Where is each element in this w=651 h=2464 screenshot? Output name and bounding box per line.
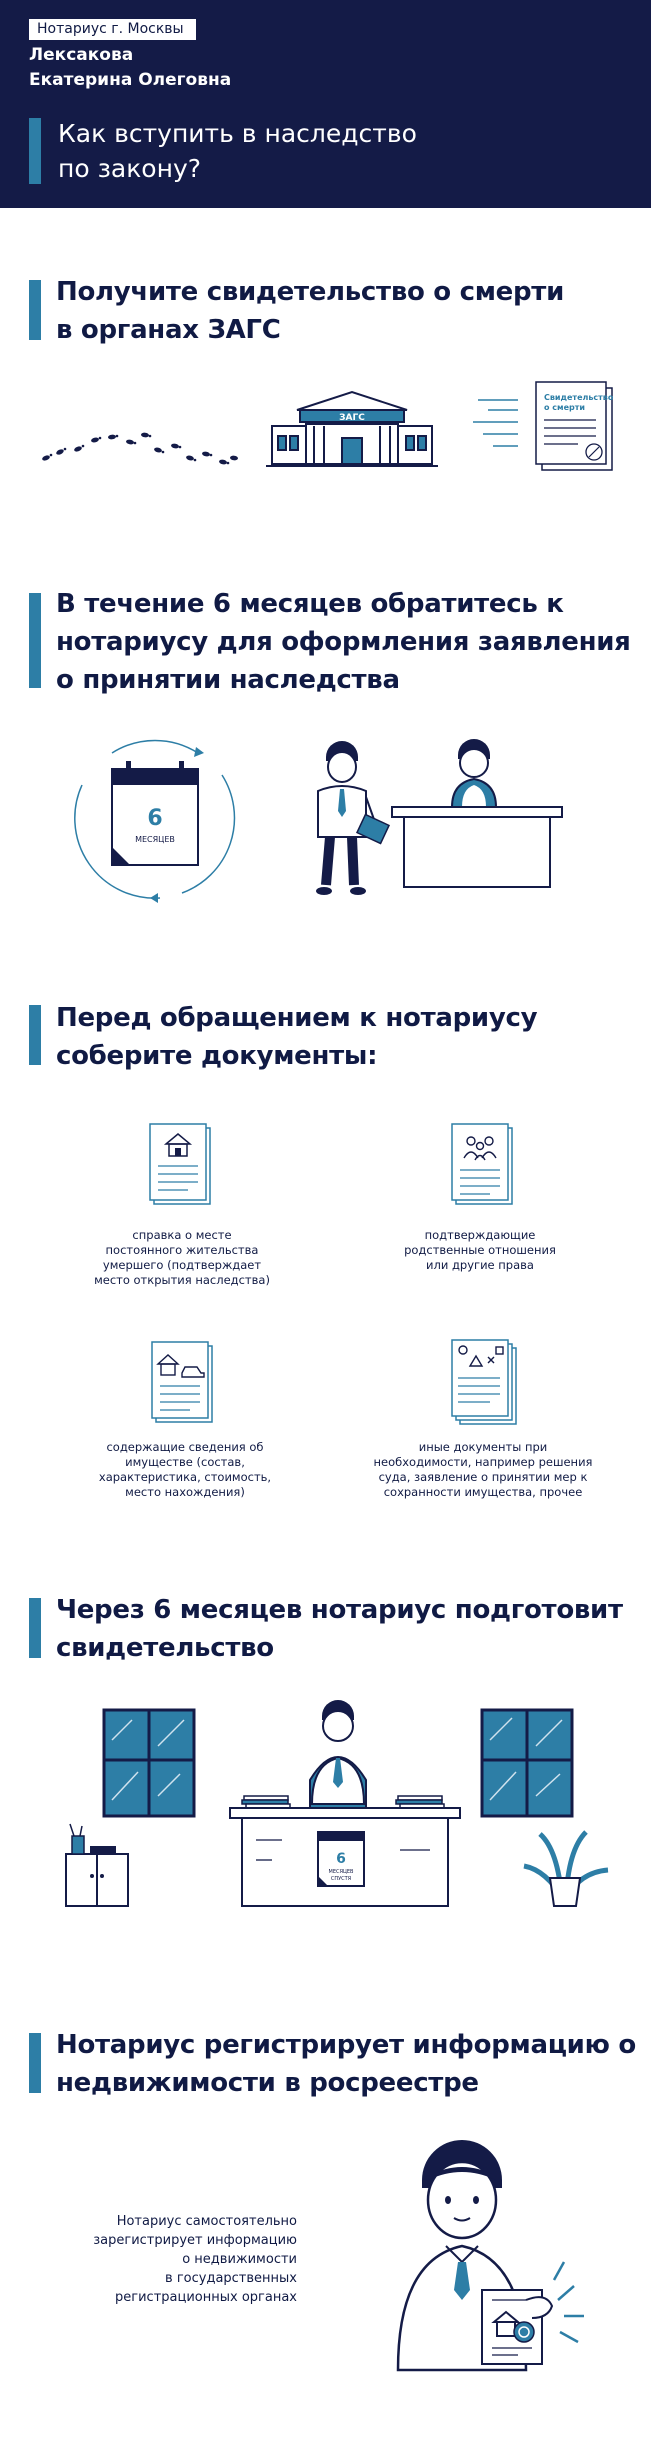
potted-plant [524, 1832, 608, 1906]
step5-accent-bar [29, 2033, 41, 2093]
document-label-property: содержащие сведения об имуществе (состав, характеристика, стоимость, место нахождения) [98, 1440, 272, 1499]
left-window [104, 1710, 194, 1816]
desk-calendar [318, 1832, 364, 1886]
step1-title: Получите свидетельство о смерти в органах ЗАГС [56, 277, 564, 345]
other-documents-icon [450, 1340, 520, 1424]
document-label-residence: справка о месте постоянного жительства умершего (подтверждает место открытия наследства) [94, 1228, 270, 1287]
page-title [58, 116, 417, 186]
desk-calendar-line1: МЕСЯЦЕВ [328, 1869, 354, 1875]
right-window [482, 1710, 572, 1816]
death-certificate-icon [468, 380, 618, 470]
page-title-line2: по закону? [58, 154, 202, 183]
step4-title: Через 6 месяцев нотариус подготовит свидетельство [56, 1595, 623, 1663]
page-title-line1: Как вступить в наследство [58, 119, 417, 148]
residence-document-icon [148, 1122, 212, 1206]
step2-accent-bar [29, 593, 41, 688]
desk-calendar-number: 6 [336, 1851, 346, 1867]
notary-tag: Нотариус г. Москвы [29, 19, 196, 40]
notary-given-names: Екатерина Олеговна [29, 70, 232, 90]
certificate-title-line1: Свидетельство [544, 393, 614, 402]
zags-building-icon [262, 390, 442, 470]
notary-registry-illustration [388, 2140, 608, 2370]
visitor-figure [316, 741, 389, 895]
step2-title: В течение 6 месяцев обратитесь к нотариусу для оформления заявления о принятии наследства [56, 589, 631, 695]
notary-surname: Лексакова [29, 45, 134, 65]
registry-note: Нотариус самостоятельно зарегистрирует информацию о недвижимости в государственных регистрационных органах [93, 2214, 297, 2305]
step3-title: Перед обращением к нотариусу соберите документы: [56, 1003, 538, 1071]
title-accent-bar [29, 118, 41, 184]
footprints-icon [40, 420, 240, 470]
document-label-other: иные документы при необходимости, например решения суда, заявление о принятии мер к сохранности имущества, прочее [373, 1440, 593, 1499]
property-document-icon [150, 1340, 214, 1424]
header-banner [0, 0, 651, 208]
zags-sign: ЗАГС [339, 413, 365, 423]
notary-office-illustration [60, 1700, 620, 1910]
notary-at-desk [310, 1700, 366, 1810]
kinship-document-icon [450, 1122, 514, 1206]
left-cabinet [66, 1824, 128, 1906]
step3-accent-bar [29, 1005, 41, 1065]
desk-calendar-line2: СПУСТЯ [330, 1876, 352, 1882]
notary-visit-illustration [300, 735, 620, 905]
certificate-title-line2: о смерти [544, 403, 585, 412]
notary-figure [452, 739, 496, 807]
step4-accent-bar [29, 1598, 41, 1658]
step1-accent-bar [29, 280, 41, 340]
step5-title: Нотариус регистрирует информацию о недвижимости в росреестре [56, 2030, 636, 2098]
calendar-caption: МЕСЯЦЕВ [135, 835, 175, 844]
six-months-calendar-icon [72, 735, 238, 901]
document-label-kinship: подтверждающие родственные отношения или другие права [404, 1228, 556, 1272]
calendar-number: 6 [147, 806, 163, 831]
notary-name [29, 43, 231, 93]
